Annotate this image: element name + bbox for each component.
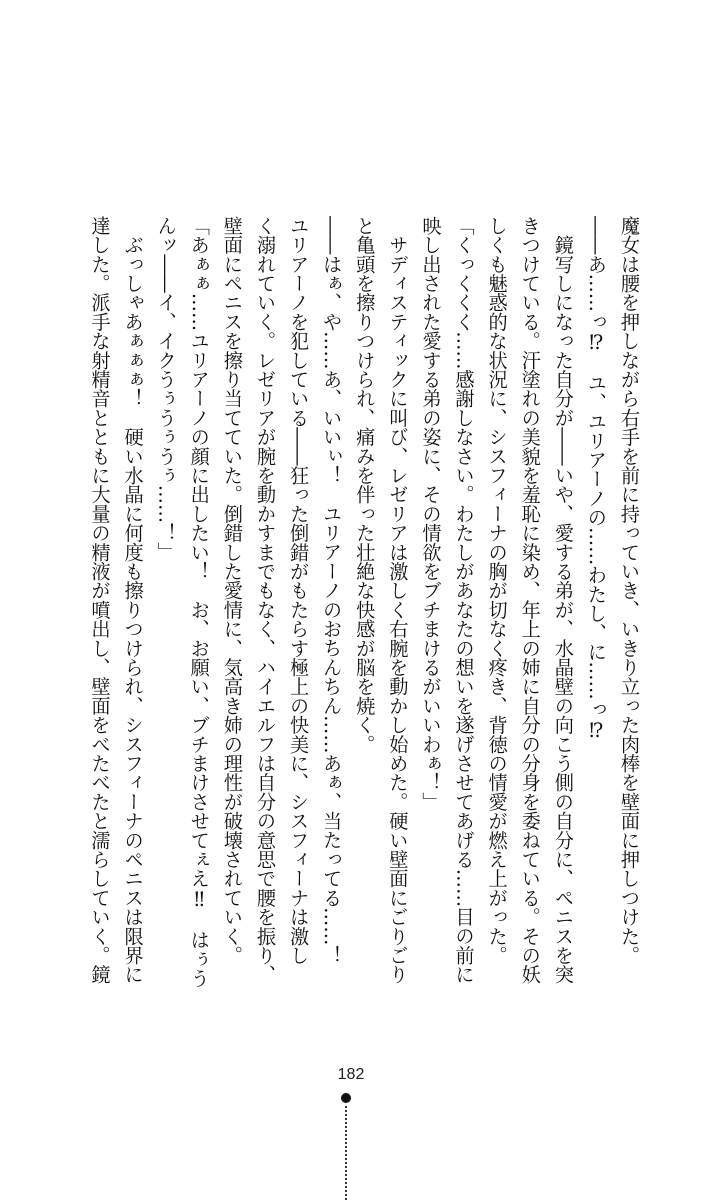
text-line: 魔女は腰を押しながら右手を前に持っていき、いきり立った肉棒を壁面に押しつけた。 (618, 216, 641, 965)
text-line: サディスティックに叫び、レゼリアは激しく右腕を動かし始めた。硬い壁面にごりごり (386, 216, 410, 984)
text-line: んッ――イ、イクうぅうぅうぅ……！」 (154, 216, 178, 562)
text-line: ――あ……っ⁉ ユ、ユリアーノの……わたし、に……っ⁉ (584, 216, 608, 742)
page-marker-dot (341, 1093, 351, 1103)
text-line: ――はぁ、や……あ、いいぃ！ ユリアーノのおちんちん……あぁ、当たってる……！ (320, 216, 344, 965)
text-line: きつけている。汗塗れの美貌を羞恥に染め、年上の姉に自分の分身を委ねている。その妖 (518, 216, 542, 984)
page-marker-dotted-line (345, 1106, 347, 1200)
text-line: 壁面にペニスを擦り当てていた。倒錯した愛情に、気高き姉の理性が破壊されていく。 (220, 216, 244, 965)
text-line: く溺れていく。レゼリアが腕を動かすまでもなく、ハイエルフは自分の意思で腰を振り、 (253, 216, 277, 984)
text-line: 達した。派手な射精音とともに大量の精液が噴出し、壁面をべたべたと濡らしていく。鏡 (88, 216, 112, 984)
body-text (80, 216, 646, 996)
text-line: 「あぁぁ……ユリアーノの顔に出したい！ お、お願い、ブチまけさせてぇえ‼ はぅう (187, 216, 211, 988)
text-line: ぶっしゃあぁぁぁ！ 硬い水晶に何度も擦りつけられ、シスフィーナのペニスは限界に (121, 216, 145, 984)
page-number: 182 (337, 1066, 365, 1083)
text-line: 「くっくくく……感謝しなさい。わたしがあなたの想いを遂げさせてあげる……目の前に (452, 216, 476, 984)
text-line: 鏡写しになった自分が――いや、愛する弟が、水晶壁の向こう側の自分に、ペニスを突 (551, 216, 575, 984)
text-line: 映し出された愛する弟の姿に、その情欲をブチまけるがいいわぁ！」 (419, 216, 443, 812)
text-line: ユリアーノを犯している――狂った倒錯がもたらす極上の快美に、シスフィーナは激し (287, 216, 311, 965)
text-line: しくも魅惑的な状況に、シスフィーナの胸が切なく疼き、背徳の情愛が燃え上がった。 (485, 216, 509, 965)
text-line: と亀頭を擦りつけられ、痛みを伴った壮絶な快感が脳を焼く。 (353, 216, 377, 754)
